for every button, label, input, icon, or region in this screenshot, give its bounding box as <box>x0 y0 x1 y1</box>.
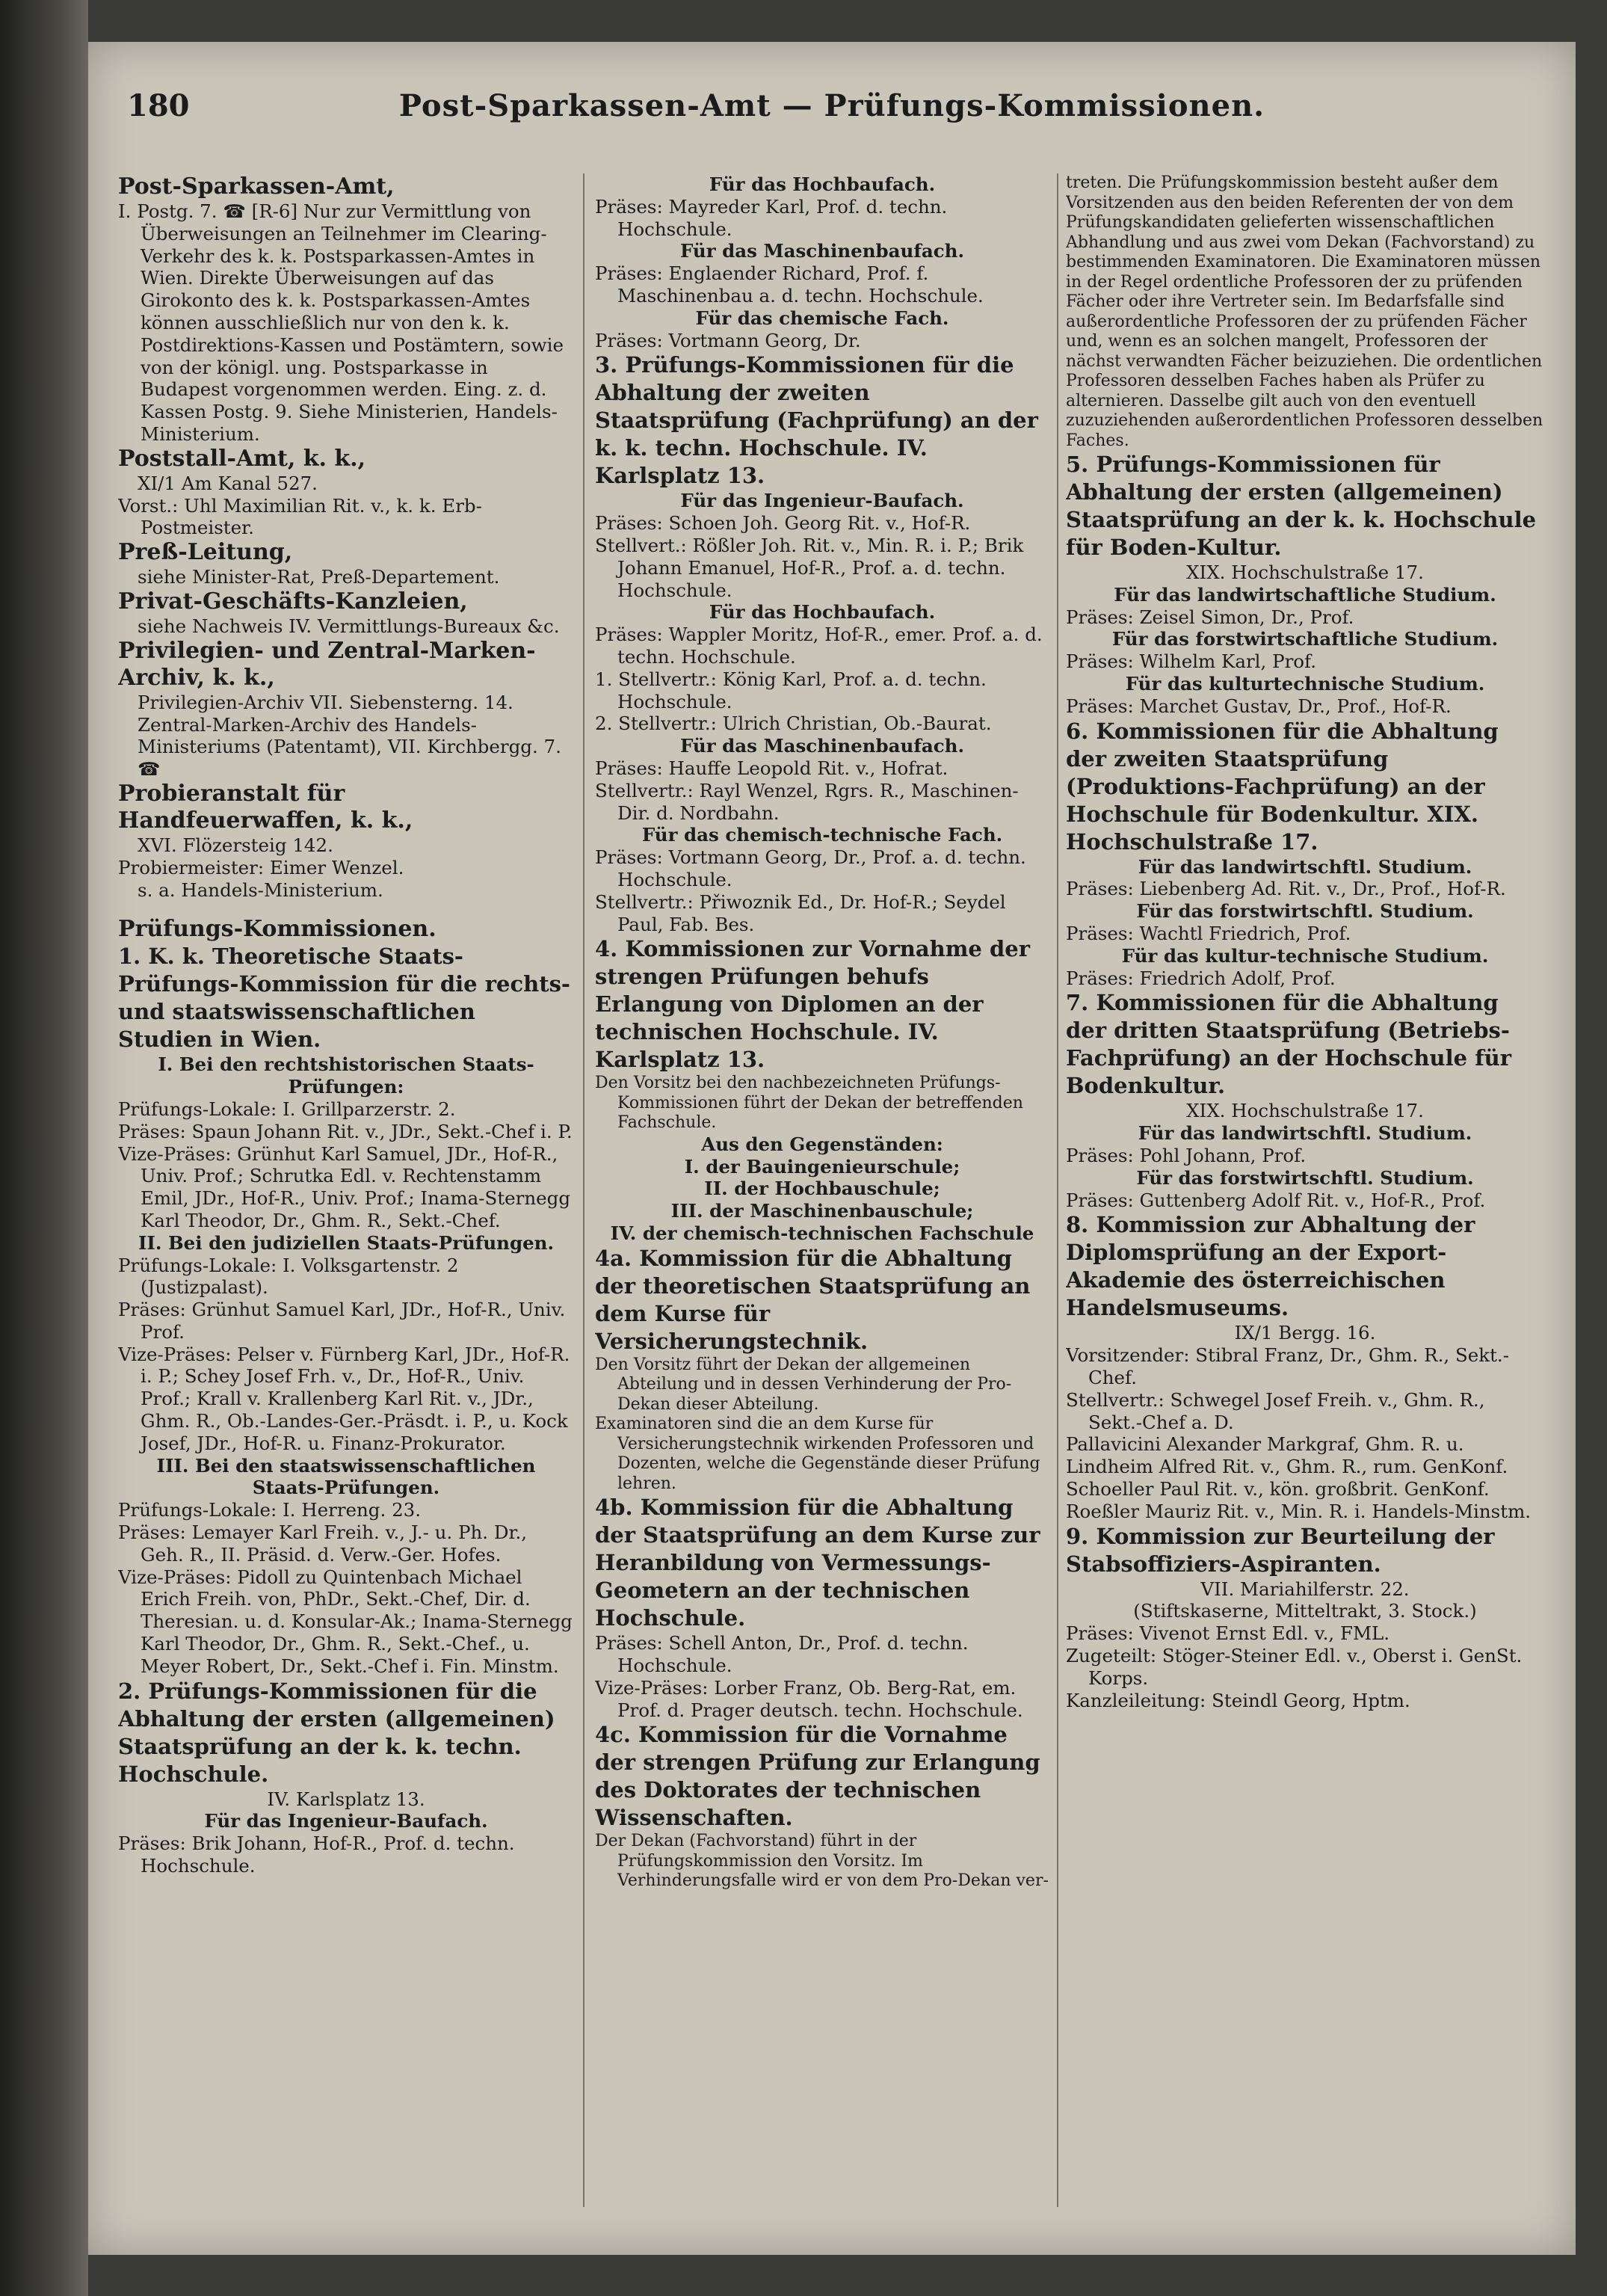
entry-text: IV. der chemisch-technischen Fachschule <box>610 1222 1034 1244</box>
section-heading: 4a. Kommission für die Abhaltung der theoretischen Staatsprüfung an dem Kurse für Versicherungstechnik. <box>595 1245 1031 1354</box>
entry-text: (Stiftskaserne, Mitteltrakt, 3. Stock.) <box>1133 1600 1477 1622</box>
entry-text: Für das Hochbaufach. <box>709 601 936 624</box>
entry-text: Vize-Präses: Grünhut Karl Samuel, JDr., Hof-R., Univ. Prof.; Schrutka Edl. v. Rechtenstamm Emil, JDr., Hof-R., Univ. Prof.; Inama-Sternegg Karl Theodor, Dr., Ghm. R., Sekt.-Chef. <box>118 1142 571 1231</box>
entry-text: Für das Hochbaufach. <box>709 173 936 195</box>
entry-text: Für das kultur-technische Studium. <box>1121 944 1489 967</box>
entry-text: II. der Hochbauschule; <box>704 1178 940 1200</box>
entry-text: IX/1 Bergg. 16. <box>1234 1322 1376 1344</box>
entry-text: Für das Maschinenbaufach. <box>679 735 965 757</box>
section-heading: 2. Prüfungs-Kommissionen für die Abhaltung der ersten (allgemeinen) Staatsprüfung an der k. k. techn. Hochschule. <box>118 1678 555 1787</box>
entry-text: Präses: Friedrich Adolf, Prof. <box>1066 967 1336 989</box>
entry-text: Für das chemisch-technische Fach. <box>641 824 1003 846</box>
entry-text: Stellvertr.: Schwegel Josef Freih. v., Ghm. R., Sekt.-Chef a. D. <box>1066 1388 1485 1433</box>
entry-text: Stellvertr.: Rayl Wenzel, Rgrs. R., Maschinen-Dir. d. Nordbahn. <box>595 779 1019 824</box>
section-heading: 6. Kommissionen für die Abhaltung der zweiten Staatsprüfung (Produktions-Fachprüfung) an der Hochschule für Bodenkultur. XIX. Hochschulstraße 17. <box>1066 718 1499 855</box>
book-gutter <box>0 0 88 2296</box>
entry-text: Examinatoren sind die an dem Kurse für Versicherungstechnik wirkenden Professoren und Dozenten, welche die Gegenstände dieser Prüfung lehren. <box>595 1415 1040 1493</box>
entry-text: Vorsitzender: Stibral Franz, Dr., Ghm. R., Sekt.-Chef. <box>1066 1344 1509 1388</box>
entry-text: siehe Nachweis IV. Vermittlungs-Bureaux &c. <box>138 615 560 637</box>
entry-text: Für das Maschinenbaufach. <box>679 240 965 262</box>
entry-text: Präses: Zeisel Simon, Dr., Prof. <box>1066 606 1354 628</box>
section-heading: 1. K. k. Theoretische Staats-Prüfungs-Kommission für die rechts- und staatswissenschaftlichen Studien in Wien. <box>118 944 570 1053</box>
entry-text: s. a. Handels-Ministerium. <box>138 878 383 901</box>
entry-text: II. Bei den judiziellen Staats-Prüfungen. <box>138 1231 555 1254</box>
entry-text: Für das landwirtschftl. Studium. <box>1138 1122 1472 1145</box>
entry-text: treten. Die Prüfungskommission besteht außer dem Vorsitzenden aus den beiden Referenten der von dem Prüfungskandidaten gelieferten wissenschaftlichen Abhandlung und aus zwei vom Dekan (Fachvorstand) zu bestimmenden Examinatoren. Die Examinatoren müssen in der Regel ordentliche Professoren der zu prüfenden Fächer oder ihre Vertreter sein. Im Bedarfsfalle sind außerordentliche Professoren der zu prüfenden Fächer und, wenn es an solchen mangelt, Professoren der nächst verwandten Fächer beizuziehen. Die ordentlichen Professoren desselben Faches haben als Prüfer zu alternieren. Dasselbe gilt auch von den eventuell zuzuziehenden außerordentlichen Professoren desselben Faches. <box>1066 173 1543 450</box>
section-heading: 4. Kommissionen zur Vornahme der strengen Prüfungen behufs Erlangung von Diplomen an der technischen Hochschule. IV. Karlsplatz 13. <box>595 936 1030 1073</box>
page <box>88 42 1576 2255</box>
entry-text: Lindheim Alfred Rit. v., Ghm. R., rum. GenKonf. <box>1066 1456 1508 1478</box>
entry-text: siehe Minister-Rat, Preß-Departement. <box>138 566 500 588</box>
page-number: 180 <box>127 88 190 123</box>
page-header <box>118 88 1546 141</box>
section-heading: 4b. Kommission für die Abhaltung der Staatsprüfung an dem Kurse zur Heranbildung von Vermessungs-Geometern an der technischen Hochschule. <box>595 1495 1040 1631</box>
entry-heading: Poststall-Amt, k. k., <box>118 445 366 472</box>
entry-text: Präses: Liebenberg Ad. Rit. v., Dr., Prof., Hof-R. <box>1066 878 1506 900</box>
entry-text: I. der Bauingenieurschule; <box>684 1155 960 1178</box>
entry-heading: Post-Sparkassen-Amt, <box>118 173 395 200</box>
entry-text: Für das kulturtechnische Studium. <box>1125 672 1485 695</box>
entry-text: Pallavicini Alexander Markgraf, Ghm. R. u. <box>1066 1433 1464 1456</box>
entry-text: Kanzleileitung: Steindl Georg, Hptm. <box>1066 1689 1410 1711</box>
spacer <box>118 901 574 916</box>
section-heading: 9. Kommission zur Beurteilung der Stabsoffiziers-Aspiranten. <box>1066 1523 1495 1577</box>
entry-text: Den Vorsitz bei den nachbezeichneten Prüfungs-Kommissionen führt der Dekan der betreffenden Fachschule. <box>595 1074 1023 1133</box>
entry-text: Präses: Vortmann Georg, Dr. <box>595 329 861 351</box>
entry-text: Stellvertr.: Přiwoznik Ed., Dr. Hof-R.; Seydel Paul, Fab. Bes. <box>595 890 1006 935</box>
entry-text: Zugeteilt: Stöger-Steiner Edl. v., Oberst i. GenSt. Korps. <box>1066 1644 1523 1689</box>
section-heading: 3. Prüfungs-Kommissionen für die Abhaltung der zweiten Staatsprüfung (Fachprüfung) an der k. k. techn. Hochschule. IV. Karlsplatz 13. <box>595 352 1038 489</box>
entry-text: XIX. Hochschulstraße 17. <box>1186 561 1424 583</box>
column-divider <box>583 173 584 2207</box>
entry-text: I. Postg. 7. ☎ [R-6] Nur zur Vermittlung von Überweisungen an Teilnehmer im Clearing-Verkehr des k. k. Postsparkassen-Amtes in Wien. Direkte Überweisungen auf das Girokonto des k. k. Postsparkassen-Amtes können ausschließlich nur von den k. k. Postdirektions-Kassen und Postämtern, sowie von der königl. ung. Postsparkasse in Budapest vorgenommen werden. Eing. z. d. Kassen Postg. 9. Siehe Ministerien, Handels-Ministerium. <box>118 200 564 445</box>
entry-text: Präses: Mayreder Karl, Prof. d. techn. Hochschule. <box>595 195 948 240</box>
entry-text: Prüfungs-Lokale: I. Volksgartenstr. 2 (Justizpalast). <box>118 1254 459 1299</box>
entry-text: III. der Maschinenbauschule; <box>670 1200 974 1222</box>
section-heading: 8. Kommission zur Abhaltung der Diplomsprüfung an der Export-Akademie des österreichischen Handelsmuseums. <box>1066 1212 1475 1321</box>
entry-text: Für das landwirtschftl. Studium. <box>1138 855 1472 878</box>
entry-text: Der Dekan (Fachvorstand) führt in der Prüfungskommission den Vorsitz. Im Verhinderungsfalle wird er von dem Pro-Dekan ver- <box>595 1832 1049 1891</box>
running-head: Post-Sparkassen-Amt — Prüfungs-Kommissionen. <box>398 88 1265 123</box>
entry-text: Für das forstwirtschftl. Studium. <box>1136 1166 1474 1189</box>
section-heading: 4c. Kommission für die Vornahme der strengen Prüfung zur Erlangung des Doktorates der technischen Wissenschaften. <box>595 1722 1040 1831</box>
entry-text: Für das Ingenieur-Baufach. <box>204 1810 488 1832</box>
entry-text: Präses: Schell Anton, Dr., Prof. d. techn. Hochschule. <box>595 1632 969 1677</box>
entry-text: XI/1 Am Kanal 527. <box>138 472 318 494</box>
entry-text: III. Bei den staatswissenschaftlichen Staats-Prüfungen. <box>156 1454 536 1499</box>
entry-text: Stellvert.: Rößler Joh. Rit. v., Min. R. i. P.; Brik Johann Emanuel, Hof-R., Prof. a. d. techn. Hochschule. <box>595 534 1024 601</box>
entry-text: Präses: Marchet Gustav, Dr., Prof., Hof-R. <box>1066 695 1452 717</box>
entry-text: Roeßler Mauriz Rit. v., Min. R. i. Handels-Minstm. <box>1066 1500 1532 1522</box>
entry-text: Präses: Guttenberg Adolf Rit. v., Hof-R., Prof. <box>1066 1189 1486 1211</box>
entry-heading: Privilegien- und Zentral-Marken-Archiv, k. k., <box>118 637 536 691</box>
entry-text: Vize-Präses: Pelser v. Fürnberg Karl, JDr., Hof-R. i. P.; Schey Josef Frh. v., Dr., Hof-R., Univ. Prof.; Krall v. Krallenberg Karl Rit. v., JDr., Ghm. R., Ob.-Landes-Ger.-Präsdt. i. P., u. Kock Josef, JDr., Hof-R. u. Finanz-Prokurator. <box>118 1343 570 1454</box>
entry-text: Vorst.: Uhl Maximilian Rit. v., k. k. Erb-Postmeister. <box>118 494 482 539</box>
entry-text: Präses: Englaender Richard, Prof. f. Maschinenbau a. d. techn. Hochschule. <box>595 262 984 307</box>
entry-heading: Privat-Geschäfts-Kanzleien, <box>118 588 468 615</box>
entry-text: XVI. Flözersteig 142. <box>138 834 333 856</box>
entry-text: Präses: Wappler Moritz, Hof-R., emer. Prof. a. d. techn. Hochschule. <box>595 624 1043 668</box>
entry-text: Prüfungs-Lokale: I. Grillparzerstr. 2. <box>118 1098 456 1120</box>
entry-text: Aus den Gegenständen: <box>701 1133 943 1155</box>
column-divider <box>1057 173 1058 2207</box>
entry-text: Für das Ingenieur-Baufach. <box>680 490 964 512</box>
entry-text: Präses: Lemayer Karl Freih. v., J.- u. Ph. Dr., Geh. R., II. Präsid. d. Verw.-Ger. Hofes. <box>118 1521 528 1566</box>
entry-text: Probiermeister: Eimer Wenzel. <box>118 856 404 878</box>
entry-text: I. Bei den rechtshistorischen Staats-Prüfungen: <box>158 1053 534 1098</box>
entry-text: Präses: Spaun Johann Rit. v., JDr., Sekt.-Chef i. P. <box>118 1120 573 1142</box>
entry-text: Für das landwirtschaftliche Studium. <box>1114 583 1496 606</box>
column-left <box>118 173 574 2222</box>
entry-text: Präses: Vortmann Georg, Dr., Prof. a. d. techn. Hochschule. <box>595 846 1026 890</box>
entry-text: Präses: Schoen Joh. Georg Rit. v., Hof-R. <box>595 512 971 535</box>
entry-text: Für das forstwirtschaftliche Studium. <box>1111 628 1499 650</box>
entry-text: Präses: Grünhut Samuel Karl, JDr., Hof-R., Univ. Prof. <box>118 1299 566 1343</box>
entry-text: Zentral-Marken-Archiv des Handels-Ministeriums (Patentamt), VII. Kirchbergg. 7. ☎ <box>138 713 561 781</box>
entry-text: Für das chemische Fach. <box>695 307 949 329</box>
entry-text: IV. Karlsplatz 13. <box>267 1788 425 1810</box>
column-right <box>1066 173 1544 2222</box>
entry-text: VII. Mariahilferstr. 22. <box>1200 1578 1410 1600</box>
entry-text: Präses: Wilhelm Karl, Prof. <box>1066 650 1317 673</box>
entry-text: Prüfungs-Lokale: I. Herreng. 23. <box>118 1499 422 1521</box>
entry-text: Den Vorsitz führt der Dekan der allgemeinen Abteilung und in dessen Verhinderung der Pro-Dekan dieser Abteilung. <box>595 1355 1012 1414</box>
entry-heading: Probieranstalt für Handfeuerwaffen, k. k., <box>118 780 413 834</box>
section-heading: 7. Kommissionen für die Abhaltung der dritten Staatsprüfung (Betriebs-Fachprüfung) an der Hochschule für Bodenkultur. <box>1066 990 1512 1099</box>
entry-text: Für das forstwirtschftl. Studium. <box>1136 900 1474 923</box>
section-heading: 5. Prüfungs-Kommissionen für Abhaltung der ersten (allgemeinen) Staatsprüfung an der k. k. Hochschule für Boden-Kultur. <box>1066 452 1537 560</box>
entry-text: Präses: Vivenot Ernst Edl. v., FML. <box>1066 1622 1390 1645</box>
entry-text: Privilegien-Archiv VII. Siebensterng. 14. <box>138 691 513 713</box>
entry-text: Vize-Präses: Lorber Franz, Ob. Berg-Rat, em. Prof. d. Prager deutsch. techn. Hochschule. <box>595 1676 1023 1721</box>
entry-text: Präses: Brik Johann, Hof-R., Prof. d. techn. Hochschule. <box>118 1832 515 1877</box>
column-middle <box>595 173 1049 2222</box>
entry-text: 1. Stellvertr.: König Karl, Prof. a. d. techn. Hochschule. <box>595 668 987 713</box>
entry-text: Präses: Hauffe Leopold Rit. v., Hofrat. <box>595 757 949 779</box>
entry-text: Vize-Präses: Pidoll zu Quintenbach Michael Erich Freih. von, PhDr., Sekt.-Chef, Dir. d. Theresian. u. d. Konsular-Ak.; Inama-Sternegg Karl Theodor, Dr., Ghm. R., Sekt.-Chef., u. Meyer Robert, Dr., Sekt.-Chef i. Fin. Minstm. <box>118 1566 573 1677</box>
entry-text: Präses: Wachtl Friedrich, Prof. <box>1066 922 1351 944</box>
entry-text: 2. Stellvertr.: Ulrich Christian, Ob.-Baurat. <box>595 713 992 735</box>
entry-text: Präses: Pohl Johann, Prof. <box>1066 1144 1307 1166</box>
entry-text: Schoeller Paul Rit. v., kön. großbrit. GenKonf. <box>1066 1477 1490 1500</box>
entry-text: XIX. Hochschulstraße 17. <box>1186 1100 1424 1122</box>
entry-heading: Prüfungs-Kommissionen. <box>118 916 437 943</box>
entry-heading: Preß-Leitung, <box>118 539 293 566</box>
